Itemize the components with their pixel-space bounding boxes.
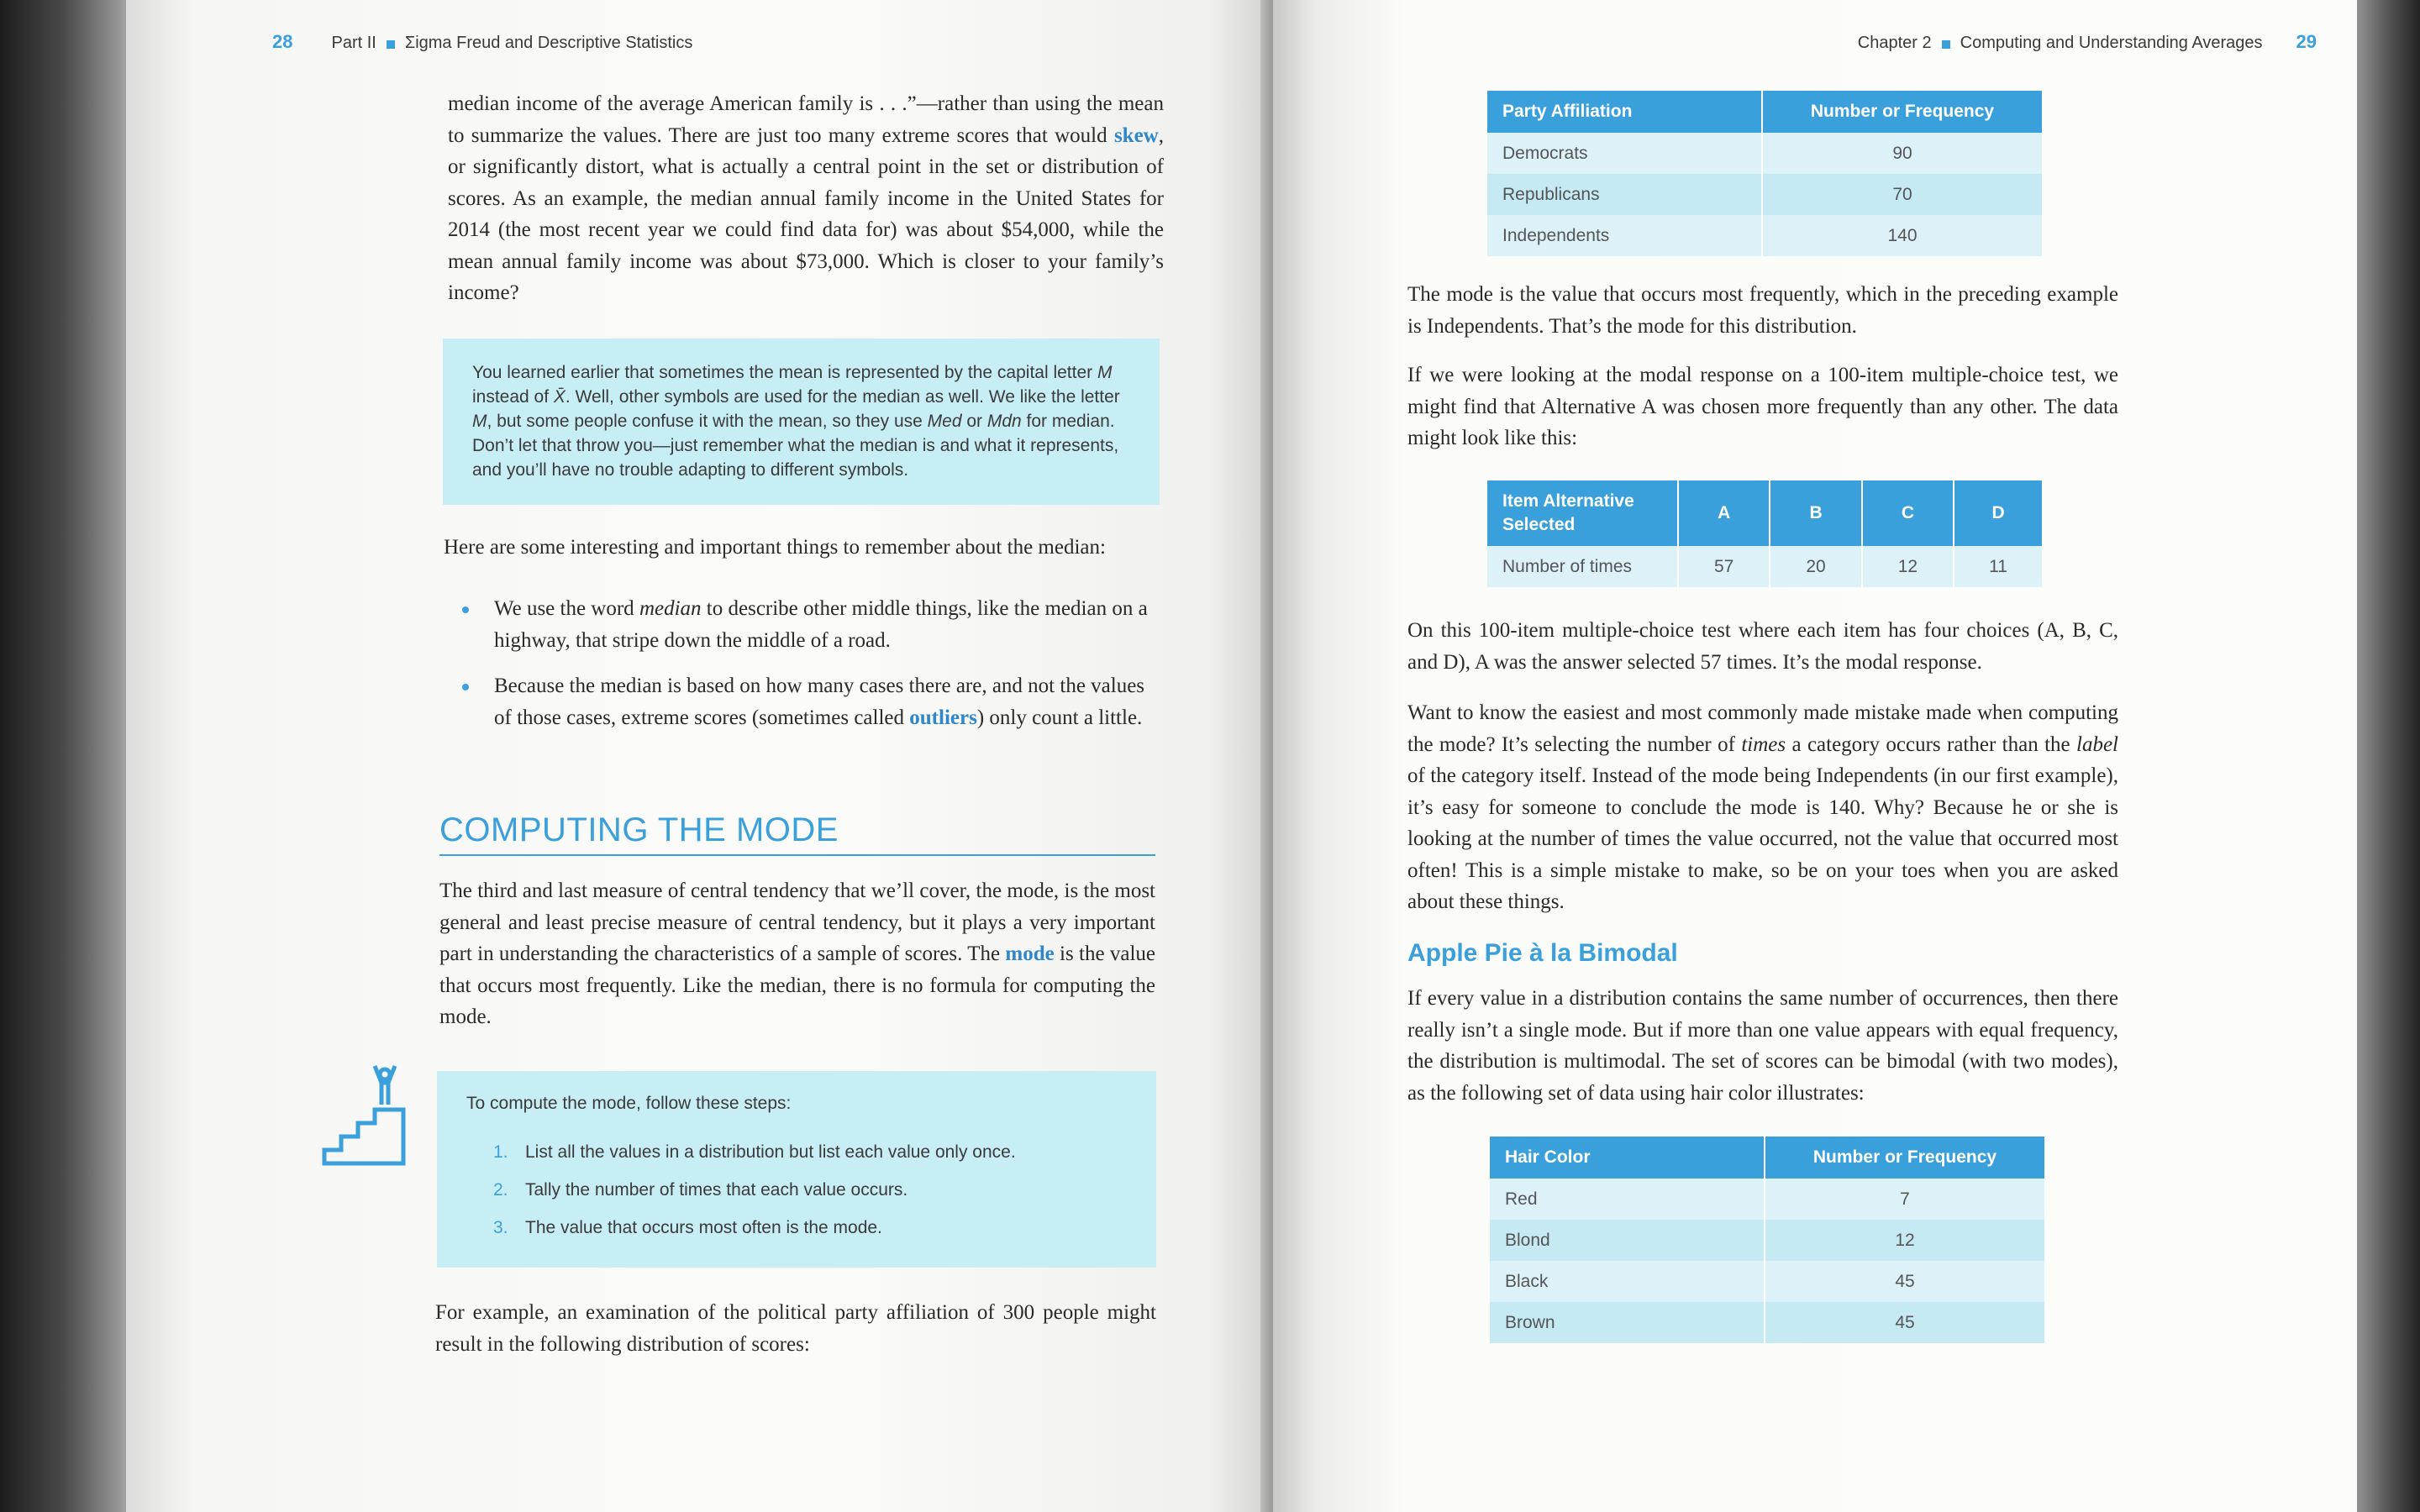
item-alternative-table <box>1487 480 2042 587</box>
party-affiliation-table <box>1487 91 2042 256</box>
left-running-header <box>272 31 692 53</box>
header-square-icon <box>387 40 395 49</box>
left-header-title: Σigma Freud and Descriptive Statistics <box>404 34 693 52</box>
table-header: D <box>1954 480 2042 546</box>
median-symbol-note: You learned earlier that sometimes the mean is represented by the capital letter M instead of X̄. Well, other symbols are used for the median as well. We like the letter M, but some people confuse it with the mean, so they use Med or Mdn for median. Don’t let that throw you—just remember what the median is and what it represents, and you’ll have no trouble adapting to different symbols. <box>443 339 1160 505</box>
table-header: Number or Frequency <box>1765 1137 2044 1179</box>
bullet-item: We use the word median to describe other middle things, like the median on a highway, that stripe down the middle of a road. <box>437 593 1166 656</box>
left-page <box>126 0 1277 1512</box>
desk-background-right <box>2353 0 2420 1512</box>
test-result-paragraph: On this 100-item multiple-choice test where each item has four choices (A, B, C, and D), A was the answer selected 57 times. It’s the modal response. <box>1407 619 2118 674</box>
term-outliers: outliers <box>909 706 977 729</box>
term-mode: mode <box>1005 942 1055 965</box>
right-chapter-label: Chapter 2 <box>1857 34 1932 52</box>
left-part-label: Part II <box>331 34 376 52</box>
step-item: 1. List all the values in a distribution but list each value only once. <box>493 1142 1016 1162</box>
steps-intro: To compute the mode, follow these steps: <box>466 1094 792 1113</box>
table-header: Party Affiliation <box>1487 91 1762 133</box>
section-heading-computing-mode: COMPUTING THE MODE <box>439 811 1155 856</box>
table-header: C <box>1862 480 1954 546</box>
table-row: Brown 45 <box>1490 1302 2044 1343</box>
right-page-number: 29 <box>2296 31 2317 52</box>
table-row: Democrats 90 <box>1487 133 2042 174</box>
mode-definition-paragraph: The mode is the value that occurs most frequently, which in the preceding example is Independents. That’s the mode for this distribution. <box>1407 283 2118 338</box>
common-mistake-paragraph: Want to know the easiest and most commonly made mistake made when computing the mode? It’s selecting the number of times a category occurs rather than the label of the category itself. Instead of the mode being Independents (in our first example), it’s easy for someone to conclude the mode is 140. Why? Because he or she is looking at the number of times the value occurred, not the value that occurred most often! This is a simple mistake to make, so be on your toes when you are asked about these things. <box>1407 701 2118 913</box>
table-header: Number or Frequency <box>1762 91 2042 133</box>
table-header: B <box>1770 480 1861 546</box>
intro-paragraph: median income of the average American family is . . .”—rather than using the mean to summarize the values. There are just too many extreme scores that would skew, or significantly distort, what is actually a central point in the set or distribution of scores. As an example, the median annual family income in the United States for 2014 (the most recent year we could find data for) was about $54,000, while the mean annual family income was about $73,000. Which is closer to your family’s income? <box>448 92 1164 304</box>
things-intro: Here are some interesting and important things to remember about the median: <box>444 536 1106 559</box>
example-paragraph: For example, an examination of the political party affiliation of 300 people might result in the following distribution of scores: <box>435 1301 1156 1356</box>
table-header: Hair Color <box>1490 1137 1765 1179</box>
modal-response-paragraph: If we were looking at the modal response on a 100-item multiple-choice test, we might find that Alternative A was chosen more frequently than any other. The data might look like this: <box>1407 364 2118 449</box>
table-row: Blond 12 <box>1490 1220 2044 1261</box>
table-header: Item Alternative Selected <box>1487 480 1678 546</box>
term-skew: skew <box>1113 123 1159 147</box>
hair-color-table <box>1490 1137 2044 1343</box>
step-item: 2. Tally the number of times that each value occurs. <box>493 1180 908 1200</box>
header-square-icon <box>1942 40 1950 49</box>
mode-steps-box <box>437 1071 1156 1268</box>
right-running-header <box>1858 31 2317 53</box>
right-page <box>1273 0 2357 1512</box>
steps-list <box>466 1140 1131 1240</box>
step-item: 3. The value that occurs most often is the mode. <box>493 1218 882 1237</box>
table-row: Black 45 <box>1490 1261 2044 1302</box>
bimodal-paragraph: If every value in a distribution contains the same number of occurrences, then there really isn’t a single mode. But if more than one value appears with equal frequency, the distribution is multimodal. The set of scores can be bimodal (with two modes), as the following set of data using hair color illustrates: <box>1407 987 2118 1105</box>
table-row: Red 7 <box>1490 1179 2044 1220</box>
median-bullet-list <box>437 593 1166 748</box>
table-header: A <box>1678 480 1770 546</box>
bimodal-heading: Apple Pie à la Bimodal <box>1407 939 1678 967</box>
table-row: Independents 140 <box>1487 215 2042 256</box>
desk-background-left <box>0 0 143 1512</box>
table-row: Number of times 57 20 12 11 <box>1487 546 2042 587</box>
bullet-item: Because the median is based on how many cases there are, and not the values of those cases, extreme scores (sometimes called outliers) only count a little. <box>437 670 1166 733</box>
mode-paragraph: The third and last measure of central tendency that we’ll cover, the mode, is the most general and least precise measure of central tendency, but it plays a very important part in understanding the characteristics of a sample of scores. The mode is the value that occurs most frequently. Like the median, there is no formula for computing the mode. <box>439 879 1155 1028</box>
table-row: Republicans 70 <box>1487 174 2042 215</box>
right-header-title: Computing and Understanding Averages <box>1960 34 2263 52</box>
left-page-number: 28 <box>272 31 293 52</box>
stairs-figure-icon <box>321 1063 408 1170</box>
